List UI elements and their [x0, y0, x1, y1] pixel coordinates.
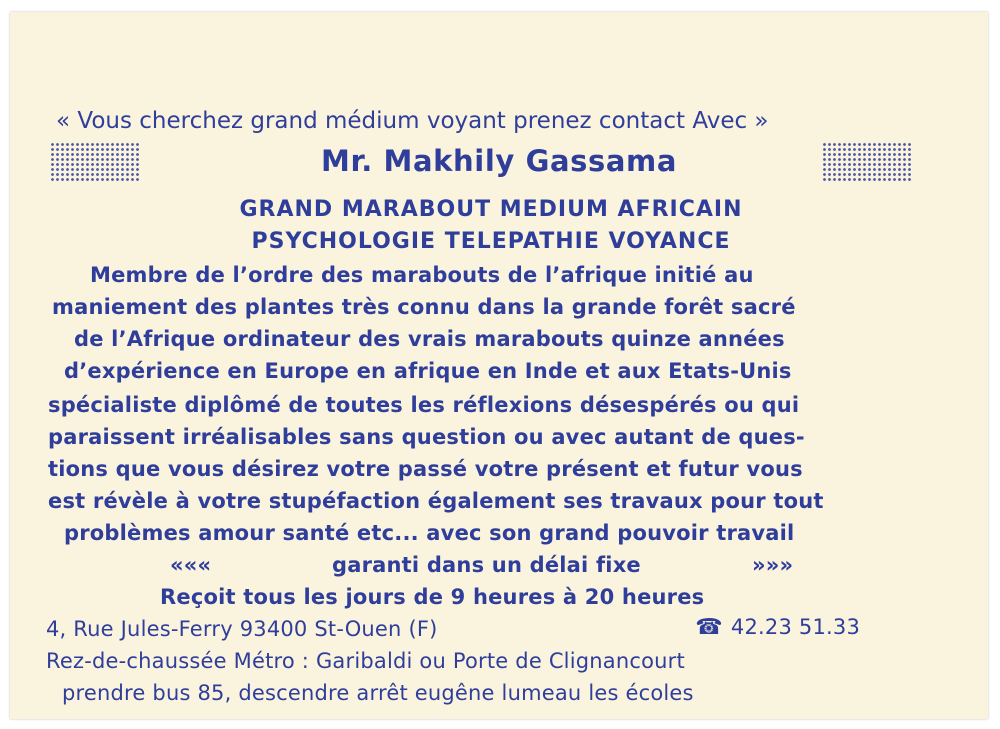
- guarantee-left-mark: «««: [170, 553, 212, 577]
- heading-subtitle: PSYCHOLOGIE TELEPATHIE VOYANCE: [251, 229, 731, 254]
- guarantee-right-mark: »»»: [752, 553, 794, 577]
- heading-title: GRAND MARABOUT MEDIUM AFRICAIN: [239, 197, 743, 222]
- business-card: [10, 12, 988, 719]
- phone-block: [694, 615, 860, 640]
- intro-line: « Vous cherchez grand médium voyant prenez contact Avec »: [56, 108, 769, 134]
- body-line: de l’Afrique ordinateur des vrais marabouts quinze années: [74, 327, 785, 351]
- marabout-name: Mr. Makhily Gassama: [320, 144, 678, 178]
- body-line: Membre de l’ordre des marabouts de l’afrique initié au: [90, 263, 754, 287]
- bus-directions: prendre bus 85, descendre arrêt eugêne lumeau les écoles: [62, 681, 694, 705]
- body-line: spécialiste diplômé de toutes les réflexions désespérés ou qui: [48, 393, 800, 417]
- guarantee-text: garanti dans un délai fixe: [332, 553, 641, 577]
- body-line: problèmes amour santé etc... avec son grand pouvoir travail: [64, 521, 795, 545]
- address: 4, Rue Jules-Ferry 93400 St-Ouen (F): [46, 617, 438, 641]
- body-line: paraissent irréalisables sans question ou avec autant de ques-: [48, 425, 805, 449]
- metro-directions: Rez-de-chaussée Métro : Garibaldi ou Porte de Clignancourt: [46, 649, 685, 673]
- phone-number: 42.23 51.33: [730, 615, 861, 639]
- body-line: est révèle à votre stupéfaction également ses travaux pour tout: [48, 489, 824, 513]
- telephone-icon: ☎: [695, 615, 723, 640]
- opening-hours: Reçoit tous les jours de 9 heures à 20 heures: [160, 585, 705, 609]
- body-line: d’expérience en Europe en afrique en Inde et aux Etats-Unis: [64, 359, 792, 383]
- body-line: tions que vous désirez votre passé votre présent et futur vous: [48, 457, 803, 481]
- body-line: maniement des plantes très connu dans la grande forêt sacré: [52, 295, 796, 319]
